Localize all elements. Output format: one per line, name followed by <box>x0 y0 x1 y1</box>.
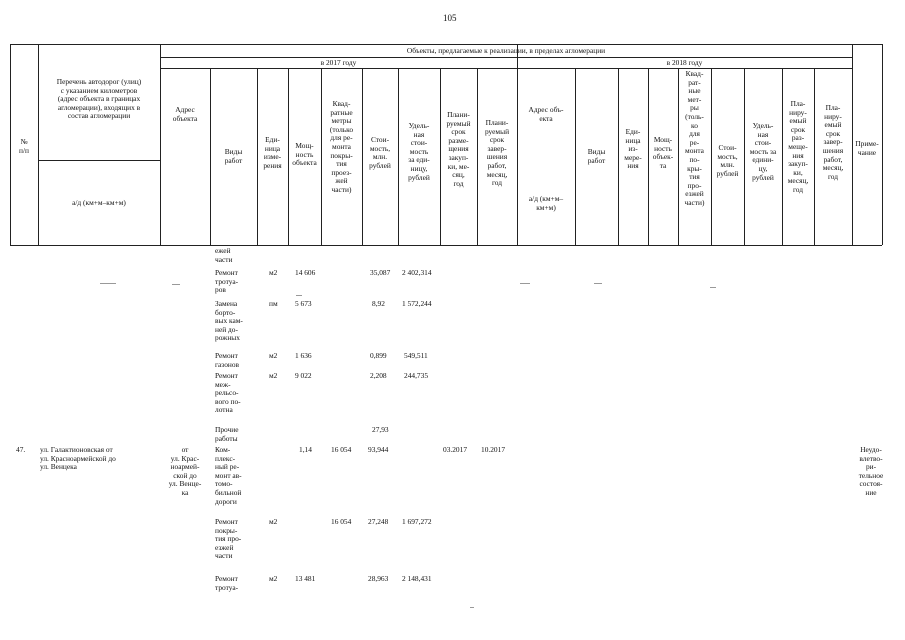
scan-artifact <box>594 283 602 284</box>
group-title-divider <box>160 57 852 58</box>
header-unit-2018: Еди- ница из- мере- ния <box>624 127 642 171</box>
row-work: Ремонт тротуа- ров <box>215 268 239 295</box>
header-road-sub: а/д (км+м–км+м) <box>72 198 126 207</box>
header-sqm-2018: Квад- рат- ные мет- ры (толь- ко для ре- монта по- кры- тия про- езжей части) <box>684 69 705 207</box>
header-capacity-2017: Мощ- ность объекта <box>292 141 317 168</box>
scan-artifact <box>296 295 302 296</box>
header-plan-end-2017: Плани- руемый срок завер- шения работ, месяц, год <box>484 118 510 188</box>
header-num: № п/п <box>19 137 29 155</box>
header-unitcost-2018: Удель- ная стои- мость за едини- цу, рублей <box>749 121 777 182</box>
header-note: Приме- чание <box>855 139 879 157</box>
header-works-2017: Виды работ <box>224 147 243 165</box>
road-list-divider <box>38 160 160 161</box>
row-work: Замена борто- вых кам- ней до- рожных <box>215 299 243 343</box>
row-work: Ремонт покры- тия про- езжей части <box>215 517 242 561</box>
scan-artifact <box>172 284 180 285</box>
row-capacity: 13 481 <box>295 574 316 583</box>
header-year-2018: в 2018 году <box>666 58 703 67</box>
row-capacity: 5 673 <box>295 299 312 308</box>
header-plan-proc-2017: Плани- руемый срок разме- щения закуп- ки, ме- сяц, год <box>446 110 471 188</box>
row-cost: 0,899 <box>370 351 387 360</box>
header-cost-2018: Стои- мость, млн. рублей <box>716 143 739 178</box>
row-work: ежей части <box>215 246 233 264</box>
row-unit: м2 <box>269 574 278 583</box>
row-cost: 35,087 <box>370 268 391 277</box>
row-capacity: 9 022 <box>295 371 312 380</box>
row-unit: м2 <box>269 268 278 277</box>
row-cost: 8,92 <box>372 299 385 308</box>
row-num: 47. <box>16 445 26 454</box>
row-work: Прочие работы <box>215 425 239 443</box>
header-addr-2018-sub: а/д (км+м– км+м) <box>528 194 564 212</box>
row-cost: 28,963 <box>368 574 389 583</box>
row-work: Ком- плекс- ный ре- монт ав- томо- бильной дороги <box>215 445 242 506</box>
col-border <box>38 44 39 245</box>
row-note: Неудо- влетво- ри- тельное состоя- ние <box>858 445 884 497</box>
header-plan-end-2018: Пла- ниру- емый срок завер- шения работ, месяц, год <box>822 103 844 181</box>
row-unit: пм <box>269 299 278 308</box>
scan-artifact <box>100 283 116 284</box>
row-cost: 93,944 <box>368 445 389 454</box>
row-unit: м2 <box>269 351 278 360</box>
header-unit-2017: Еди- ница изме- рения <box>263 135 282 170</box>
header-cost-2017: Стои- мость, млн. рублей <box>369 135 391 170</box>
row-unitcost: 1 697,272 <box>402 517 432 526</box>
table-top-border <box>10 44 882 45</box>
row-capacity: 1 636 <box>295 351 312 360</box>
header-group-title: Объекты, предлагаемые к реализации, в пределах агломерации <box>406 46 606 55</box>
row-sqm: 16 054 <box>331 517 352 526</box>
row-capacity: 1,14 <box>299 445 312 454</box>
row-unitcost: 1 572,244 <box>402 299 432 308</box>
col-border <box>882 44 883 245</box>
scan-artifact <box>520 283 530 284</box>
header-road-list: Перечень автодорог (улиц) с указанием километров (адрес объекта в границах агломерации), входящих в состав агломерации <box>56 77 142 121</box>
header-addr-2018: Адрес объ- екта <box>528 105 564 123</box>
row-cost: 2,208 <box>370 371 387 380</box>
header-works-2018: Виды работ <box>587 147 606 165</box>
row-unitcost: 2 148,431 <box>402 574 432 583</box>
row-plan-end: 10.2017 <box>481 445 506 454</box>
col-border <box>160 44 161 245</box>
row-plan-proc: 03.2017 <box>443 445 468 454</box>
row-road: ул. Галактионовская от ул. Красноармейской до ул. Венцека <box>40 445 116 472</box>
row-unitcost: 549,511 <box>404 351 428 360</box>
row-work: Ремонт меж- рельсо- вого по- лотна <box>215 371 241 415</box>
header-capacity-2018: Мощ- ность объек- та <box>652 135 674 170</box>
col-border <box>517 44 518 245</box>
scan-artifact <box>710 287 716 288</box>
year-divider <box>160 68 852 69</box>
row-unitcost: 2 402,314 <box>402 268 432 277</box>
row-addr: от ул. Крас- ноармей- ской до ул. Венце- ка <box>168 445 202 497</box>
page-number: 105 <box>443 13 457 23</box>
header-plan-proc-2018: Пла- ниру- емый срок раз- меще- ния закуп- ки, месяц, год <box>787 99 809 194</box>
scan-artifact <box>470 607 474 608</box>
header-unitcost-2017: Удель- ная стои- мость за еди- ницу, рублей <box>408 121 430 182</box>
row-unit: м2 <box>269 371 278 380</box>
row-capacity: 14 606 <box>295 268 316 277</box>
row-work: Ремонт газонов <box>215 351 240 369</box>
row-work: Ремонт тротуа- <box>215 574 239 592</box>
row-unitcost: 244,735 <box>404 371 429 380</box>
header-addr-2017: Адрес объекта <box>172 105 198 123</box>
row-cost: 27,93 <box>372 425 389 434</box>
row-cost: 27,248 <box>368 517 389 526</box>
header-bottom-border <box>10 245 882 246</box>
row-unit: м2 <box>269 517 278 526</box>
header-sqm-2017: Квад- ратные метры (только для ре- монта покры- тия проез- жей части) <box>329 99 354 194</box>
row-sqm: 16 054 <box>331 445 352 454</box>
header-year-2017: в 2017 году <box>320 58 357 67</box>
